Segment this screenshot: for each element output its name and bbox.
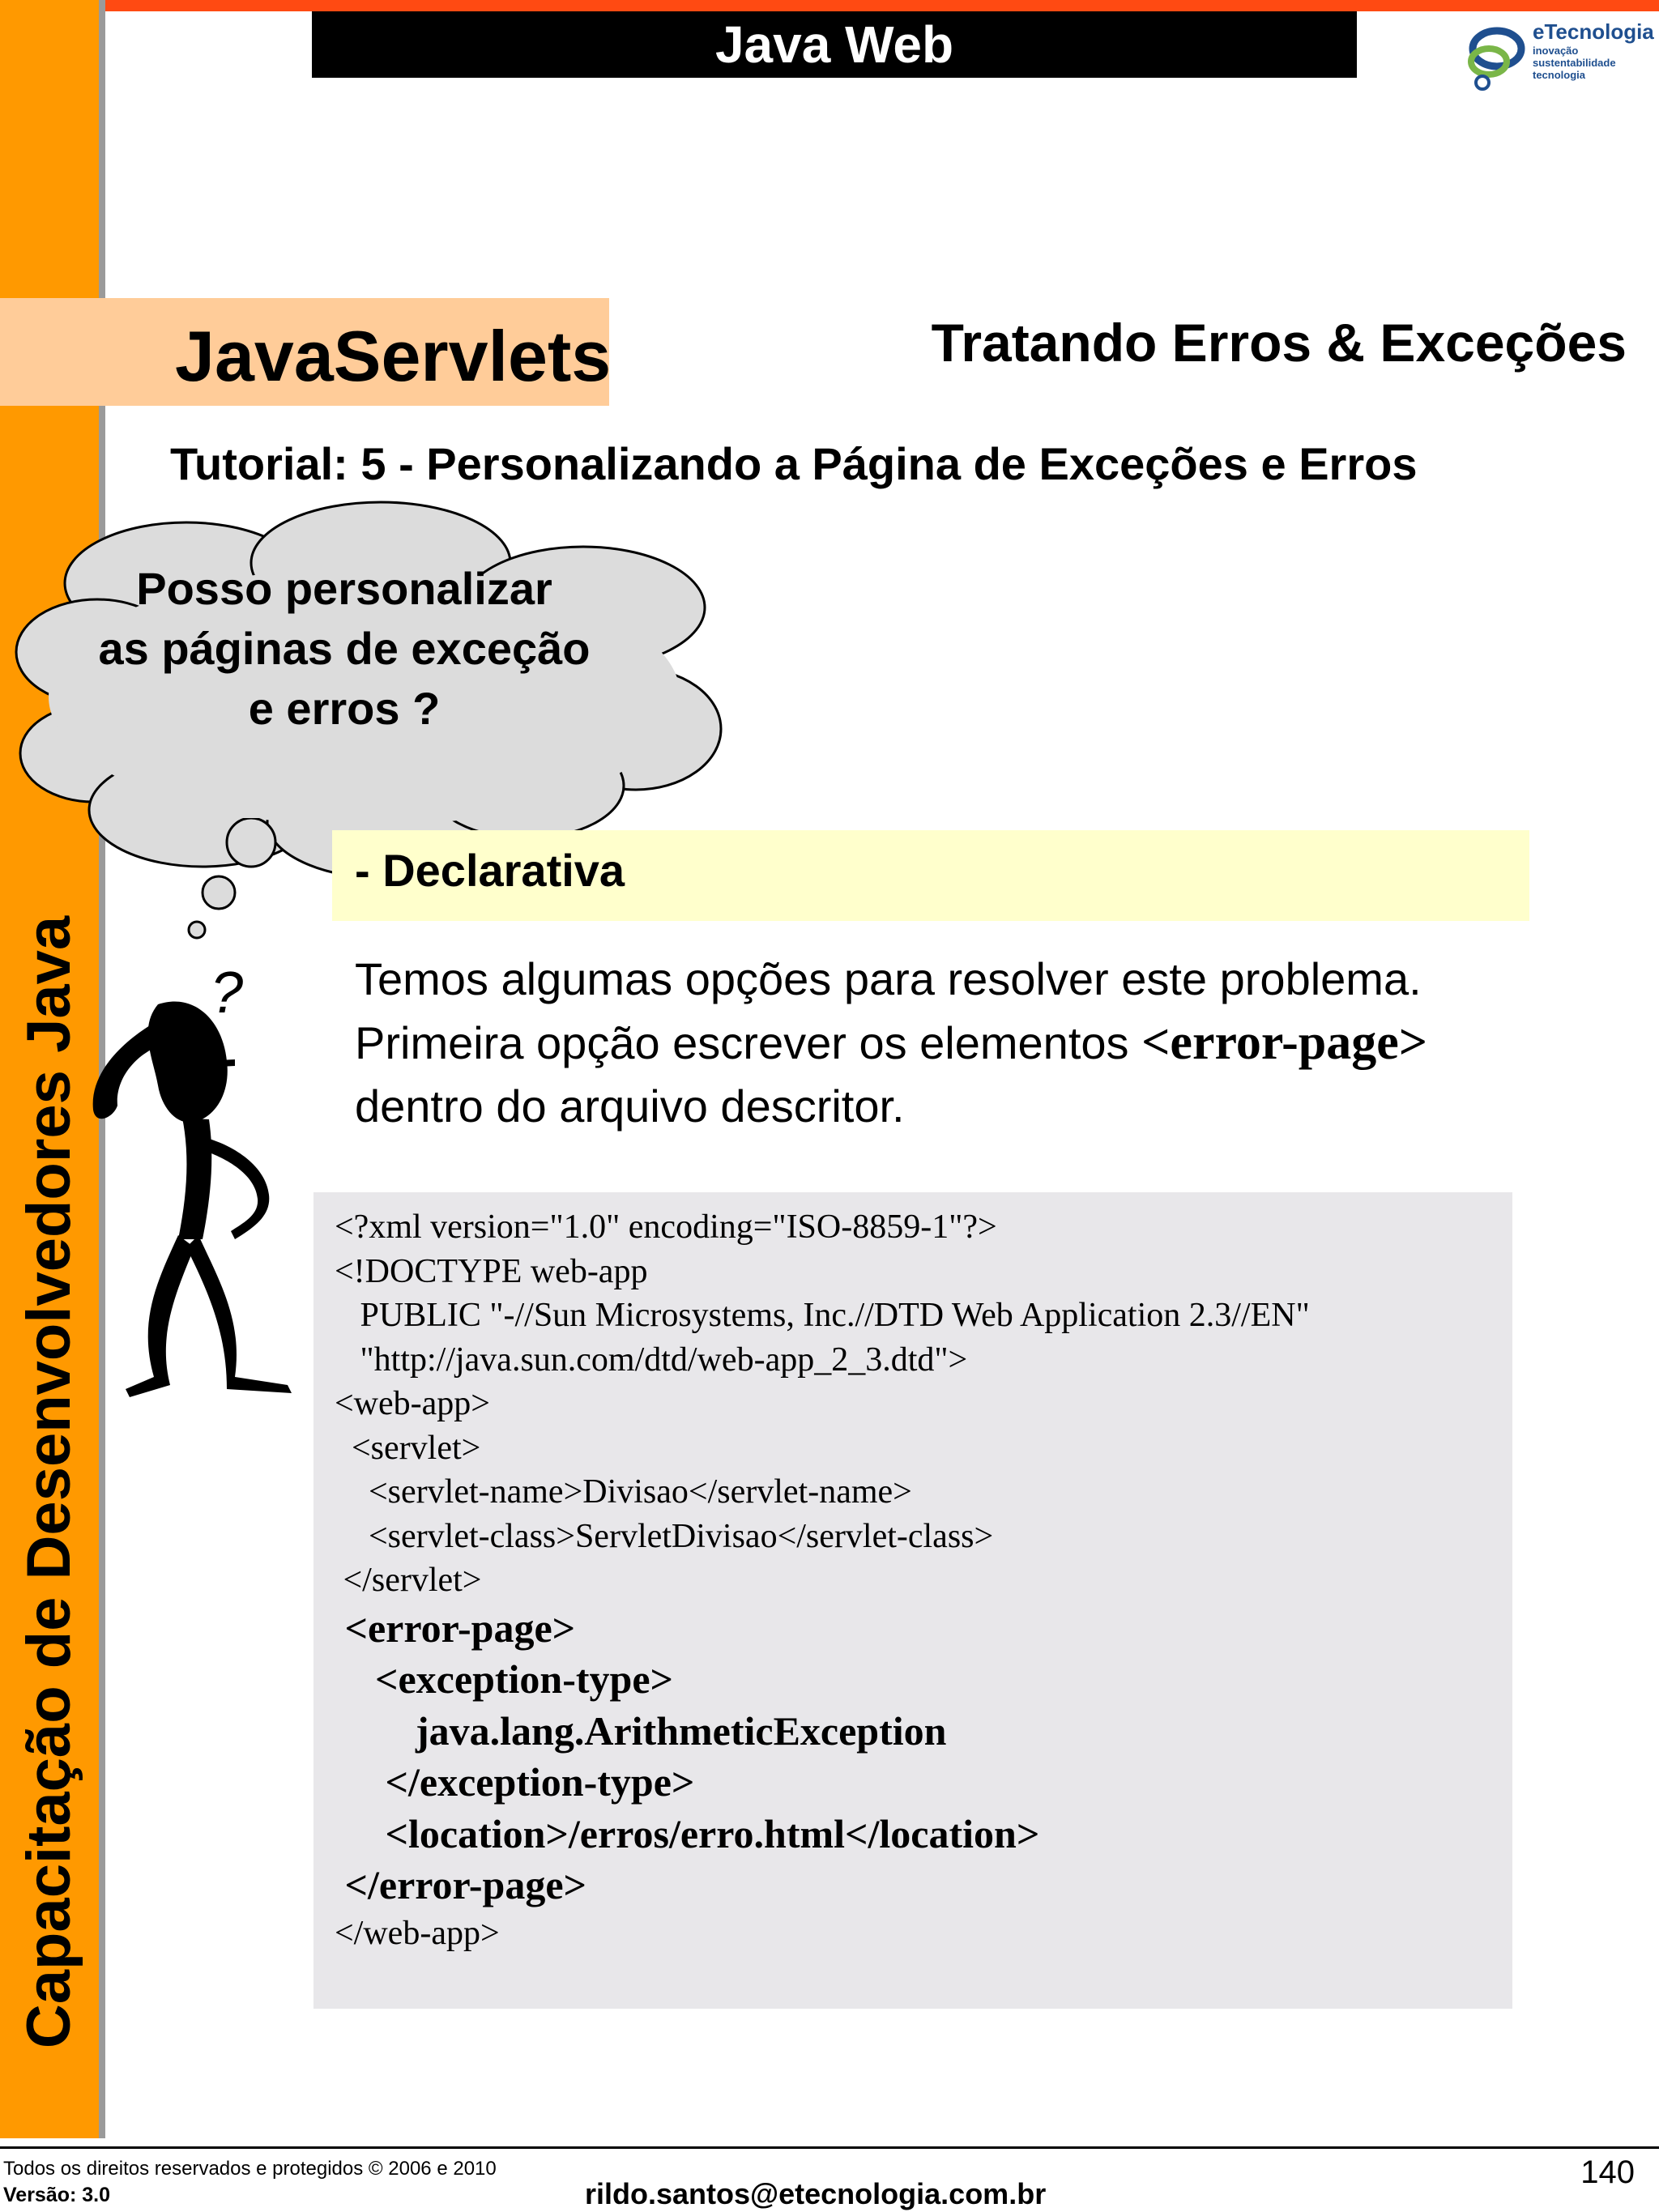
code-line-highlight: <location>/erros/erro.html</location> <box>335 1810 1040 1856</box>
version: Versão: 3.0 <box>3 2184 111 2206</box>
intro-line-3: dentro do arquivo descritor. <box>355 1080 905 1132</box>
thought-bubble-text: Posso personalizar as páginas de exceção e erros ? <box>98 563 591 734</box>
logo-tagline-1: inovação <box>1533 45 1579 57</box>
code-line: <servlet-name>Divisao</servlet-name> <box>335 1473 912 1511</box>
code-line: <web-app> <box>335 1385 490 1422</box>
code-line-highlight: <error-page> <box>335 1605 576 1651</box>
logo-name: eTecnologia inovação sustentabilidade tecnologia <box>1533 19 1654 81</box>
code-line-highlight: <exception-type> <box>335 1656 674 1702</box>
code-line: PUBLIC "-//Sun Microsystems, Inc.//DTD Web Application 2.3//EN" <box>335 1297 1310 1334</box>
footer-divider <box>0 2146 1659 2149</box>
code-line: <?xml version="1.0" encoding="ISO-8859-1"?> <box>335 1208 997 1246</box>
intro-line-2: Primeira opção escrever os elementos <error-page> <box>355 1015 1428 1070</box>
code-line: <servlet-class>ServletDivisao</servlet-class> <box>335 1517 994 1555</box>
thinking-stick-figure-icon <box>81 818 324 1417</box>
subheading: - Declarativa <box>355 845 625 896</box>
logo-tagline-2: sustentabilidade <box>1533 57 1616 69</box>
code-line-highlight: </exception-type> <box>335 1759 695 1805</box>
code-line: <servlet> <box>335 1429 481 1467</box>
code-line-highlight: </error-page> <box>335 1862 587 1907</box>
topic-title: Tratando Erros & Exceções <box>931 313 1627 373</box>
header-title: Java Web <box>312 11 1357 78</box>
intro-paragraph <box>355 948 1570 1138</box>
logo-tagline-3: tecnologia <box>1533 69 1586 81</box>
code-line: "http://java.sun.com/dtd/web-app_2_3.dtd"> <box>335 1340 968 1379</box>
top-accent-bar <box>0 0 1659 11</box>
code-listing <box>335 1205 1310 1955</box>
page-number: 140 <box>1580 2154 1635 2190</box>
error-page-tag: <error-page> <box>1141 1015 1428 1070</box>
section-title: JavaServlets <box>175 316 612 396</box>
question-mark: ? <box>211 961 244 1025</box>
code-line: </web-app> <box>335 1914 500 1952</box>
sidebar-label: Capacitação de Desenvolvedores Java <box>15 915 83 2049</box>
code-line: <!DOCTYPE web-app <box>335 1252 648 1290</box>
code-line-highlight: java.lang.ArithmeticException <box>335 1707 947 1754</box>
contact-email: rildo.santos@etecnologia.com.br <box>585 2177 1047 2210</box>
tutorial-title: Tutorial: 5 - Personalizando a Página de Exceções e Erros <box>170 438 1418 489</box>
copyright: Todos os direitos reservados e protegidos © 2006 e 2010 <box>3 2158 497 2180</box>
intro-line-1: Temos algumas opções para resolver este problema. <box>355 953 1422 1004</box>
code-line: </servlet> <box>335 1562 482 1599</box>
